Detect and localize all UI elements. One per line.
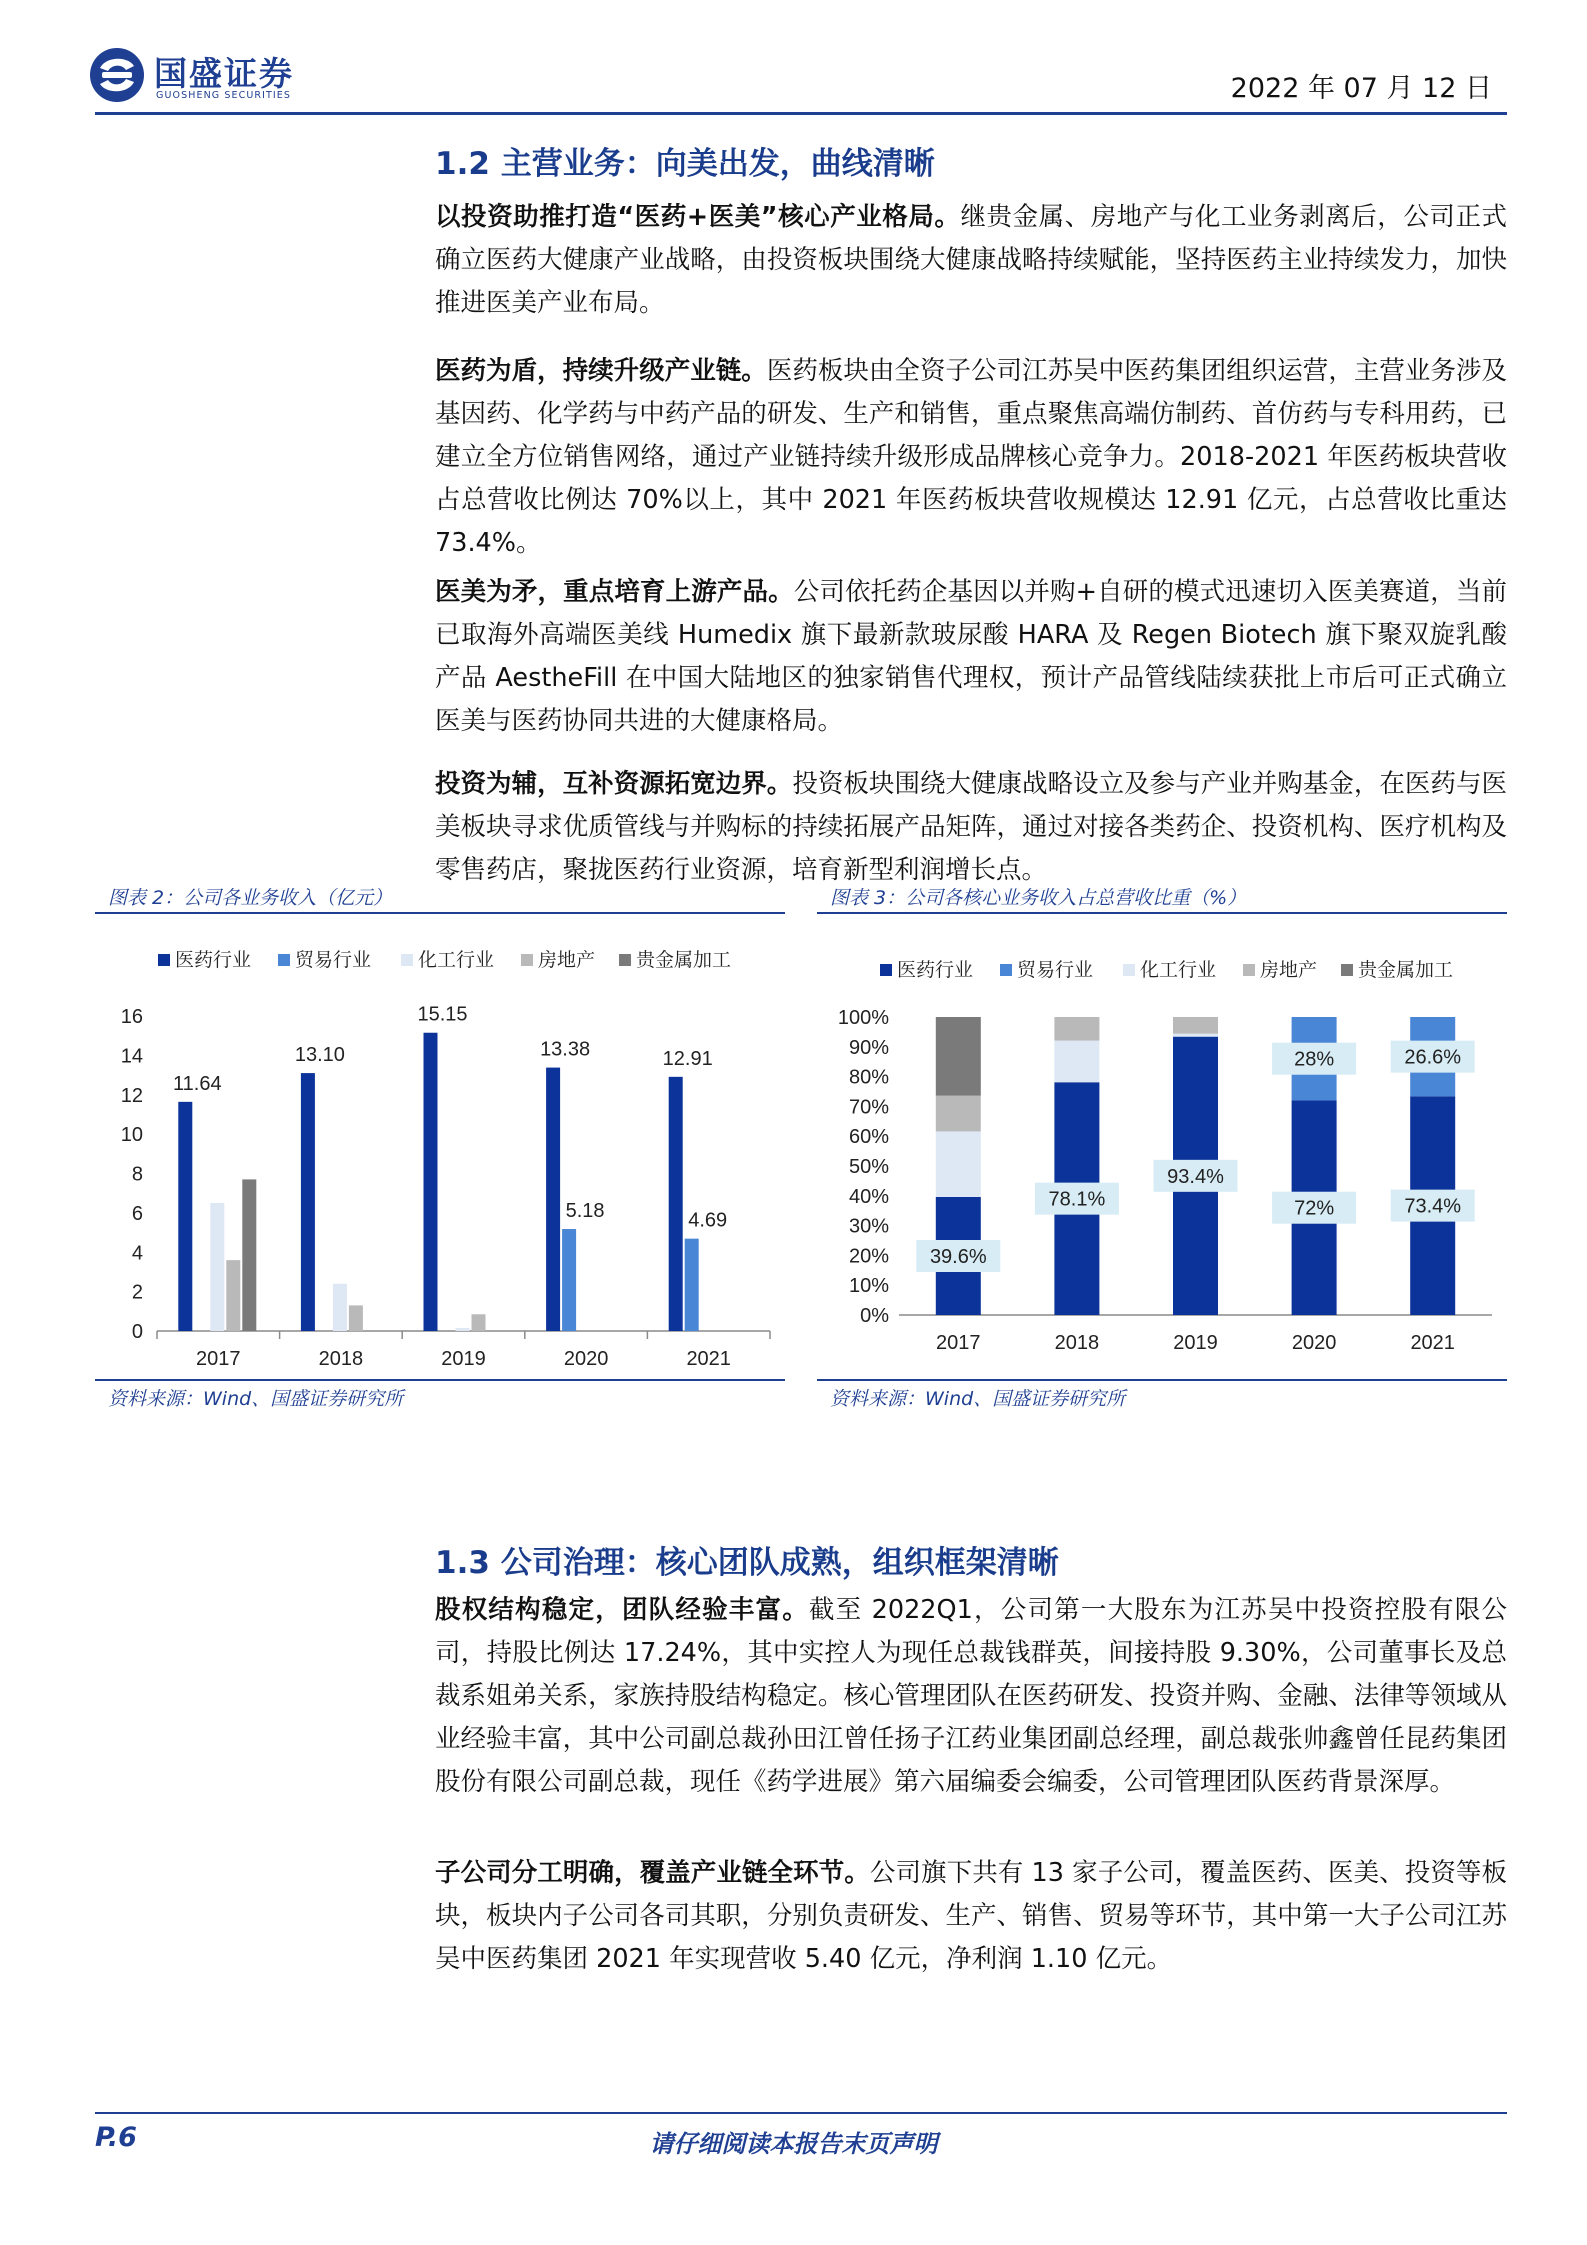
paragraph-lead: 医美为矛，重点培育上游产品。 — [435, 577, 794, 607]
x-tick-label: 2020 — [1291, 1332, 1337, 1354]
y-tick-label: 80% — [848, 1066, 889, 1089]
data-label: 93.4% — [1167, 1165, 1224, 1188]
paragraph-body: 继贵金属、房地产与化工业务剥离后，公司正式确立医药大健康产业战略，由投资板块围绕大健康战略持续赋能，坚持医药主业持续发力，加快推进医美产业布局。 — [435, 202, 1507, 318]
figure-3-bottom-rule — [817, 1379, 1507, 1381]
legend-swatch-5 — [1341, 964, 1353, 976]
section-title-1-2: 1.2 主营业务：向美出发，曲线清晰 — [435, 146, 935, 182]
y-tick-label: 70% — [848, 1096, 889, 1119]
x-tick-label: 2019 — [1173, 1332, 1218, 1354]
page-number: P.6 — [95, 2122, 137, 2153]
y-tick-label: 2 — [131, 1281, 143, 1304]
paragraph-4 — [435, 763, 1507, 892]
paragraph-lead: 子公司分工明确，覆盖产业链全环节。 — [435, 1858, 870, 1888]
legend-swatch-1 — [158, 954, 170, 966]
legend-swatch-2 — [1000, 964, 1012, 976]
legend-swatch-3 — [1123, 964, 1135, 976]
y-tick-label: 20% — [848, 1245, 889, 1268]
bar-2019-3 — [456, 1328, 470, 1331]
data-label: 5.18 — [565, 1200, 605, 1223]
bar-2018-3 — [333, 1284, 347, 1331]
data-label: 15.15 — [417, 1003, 468, 1026]
bar-2020-2 — [562, 1229, 576, 1331]
figure-2-chart — [95, 918, 785, 1370]
data-label: 78.1% — [1048, 1188, 1106, 1211]
y-tick-label: 100% — [837, 1007, 889, 1029]
bar-2017-5 — [242, 1179, 256, 1331]
figure-2-title: 图表 2：公司各业务收入（亿元） — [108, 887, 393, 909]
data-label: 73.4% — [1404, 1195, 1462, 1218]
paragraph-2 — [435, 350, 1507, 565]
figure-3-top-rule — [817, 912, 1507, 914]
y-tick-label: 0 — [131, 1321, 143, 1343]
y-tick-label: 90% — [848, 1036, 889, 1059]
data-label: 26.6% — [1404, 1046, 1462, 1069]
data-label: 39.6% — [929, 1245, 987, 1268]
legend-label-1: 医药行业 — [175, 949, 252, 971]
y-tick-label: 8 — [131, 1163, 143, 1186]
x-tick-label: 2018 — [1054, 1332, 1100, 1354]
bar-2018-4 — [349, 1305, 363, 1331]
bar-2017-1 — [178, 1102, 192, 1331]
legend-label-3: 化工行业 — [1140, 959, 1217, 981]
legend-label-2: 贸易行业 — [1017, 959, 1094, 981]
stack-2017-4 — [936, 1096, 981, 1132]
x-tick-label: 2020 — [563, 1348, 609, 1370]
legend-label-2: 贸易行业 — [295, 949, 372, 971]
footer-disclaimer: 请仔细阅读本报告末页声明 — [649, 2130, 938, 2158]
legend-label-5: 贵金属加工 — [1358, 959, 1454, 981]
x-tick-label: 2021 — [1410, 1332, 1455, 1354]
paragraph-body: 医药板块由全资子公司江苏吴中医药集团组织运营，主营业务涉及基因药、化学药与中药产品的研发、生产和销售，重点聚焦高端仿制药、首仿药与专科用药，已建立全方位销售网络，通过产业链持续升级形成品牌核心竞争力。2018-2021 年医药板块营收占总营收比例达 70%以上，其中 2021 年医药板块营收规模达 12.91 亿元，占总营收比重达 73.4%。 — [435, 356, 1507, 558]
legend-label-3: 化工行业 — [418, 949, 495, 971]
y-tick-label: 60% — [848, 1126, 889, 1149]
y-tick-label: 16 — [120, 1006, 143, 1028]
y-tick-label: 40% — [848, 1185, 889, 1208]
legend-swatch-5 — [619, 954, 631, 966]
paragraph-1 — [435, 196, 1507, 325]
figure-2-bottom-rule — [95, 1379, 785, 1381]
y-tick-label: 4 — [131, 1242, 143, 1265]
figure-3-source: 资料来源：Wind、国盛证券研究所 — [830, 1388, 1126, 1410]
data-label: 28% — [1294, 1048, 1335, 1071]
figure-2-source: 资料来源：Wind、国盛证券研究所 — [108, 1388, 404, 1410]
bar-2019-4 — [472, 1314, 486, 1331]
paragraph-body: 截至 2022Q1，公司第一大股东为江苏吴中投资控股有限公司，持股比例达 17.24%，其中实控人为现任总裁钱群英，间接持股 9.30%，公司董事长及总裁系姐弟关系，家族持股结构稳定。核心管理团队在医药研发、投资并购、金融、法律等领域从业经验丰富，其中公司副总裁孙田江曾任扬子江药业集团副总经理，副总裁张帅鑫曾任昆药集团股份有限公司副总裁，现任《药学进展》第六届编委会编委，公司管理团队医药背景深厚。 — [435, 1595, 1507, 1797]
paragraph-6 — [435, 1852, 1507, 1981]
y-tick-label: 10 — [120, 1124, 143, 1147]
y-tick-label: 14 — [120, 1045, 143, 1068]
report-date: 2022 年 07 月 12 日 — [1230, 73, 1492, 104]
bar-2017-4 — [226, 1260, 240, 1331]
stack-2017-3 — [936, 1131, 981, 1197]
paragraph-lead: 投资为辅，互补资源拓宽边界。 — [435, 769, 793, 799]
paragraph-body: 投资板块围绕大健康战略设立及参与产业并购基金，在医药与医美板块寻求优质管线与并购标的持续拓展产品矩阵，通过对接各类药企、投资机构、医疗机构及零售药店，聚拢医药行业资源，培育新型利润增长点。 — [435, 769, 1507, 885]
legend-swatch-3 — [401, 954, 413, 966]
paragraph-body: 公司依托药企基因以并购+自研的模式迅速切入医美赛道，当前已取海外高端医美线 Humedix 旗下最新款玻尿酸 HARA 及 Regen Biotech 旗下聚双旋乳酸产品 AestheFill 在中国大陆地区的独家销售代理权，预计产品管线陆续获批上市后可正式确立医美与医药协同共进的大健康格局。 — [435, 577, 1507, 736]
paragraph-5 — [435, 1589, 1507, 1804]
stack-2019-3 — [1173, 1034, 1218, 1037]
stack-2018-4 — [1054, 1017, 1099, 1041]
x-tick-label: 2018 — [318, 1348, 364, 1370]
bar-2020-1 — [546, 1068, 560, 1331]
stack-2019-4 — [1173, 1017, 1218, 1034]
bar-2018-1 — [301, 1073, 315, 1331]
figure-3-title: 图表 3：公司各核心业务收入占总营收比重（%） — [830, 887, 1247, 909]
legend-label-5: 贵金属加工 — [636, 949, 732, 971]
brand-name-en: GUOSHENG SECURITIES — [156, 90, 292, 101]
y-tick-label: 30% — [848, 1215, 889, 1238]
legend-swatch-1 — [880, 964, 892, 976]
y-tick-label: 6 — [131, 1202, 143, 1225]
legend-label-4: 房地产 — [538, 949, 596, 971]
data-label: 13.38 — [540, 1038, 591, 1061]
paragraph-lead: 以投资助推打造“医药+医美”核心产业格局。 — [435, 202, 961, 232]
legend-swatch-4 — [521, 954, 533, 966]
y-tick-label: 0% — [860, 1305, 889, 1327]
bar-2019-1 — [424, 1033, 438, 1331]
legend-label-1: 医药行业 — [897, 959, 974, 981]
data-label: 11.64 — [173, 1072, 222, 1095]
guosheng-logo-icon — [88, 46, 146, 104]
y-tick-label: 12 — [120, 1084, 143, 1107]
x-tick-label: 2019 — [441, 1348, 486, 1370]
x-tick-label: 2017 — [936, 1332, 981, 1354]
legend-swatch-2 — [278, 954, 290, 966]
paragraph-lead: 医药为盾，持续升级产业链。 — [435, 356, 767, 386]
header-divider — [95, 112, 1507, 115]
bar-2021-2 — [685, 1239, 699, 1331]
figure-2-top-rule — [95, 912, 785, 914]
footer-divider — [95, 2112, 1507, 2114]
legend-label-4: 房地产 — [1260, 959, 1318, 981]
section-title-1-3: 1.3 公司治理：核心团队成熟，组织框架清晰 — [435, 1545, 1059, 1581]
data-label: 13.10 — [294, 1044, 345, 1067]
figure-3-chart — [817, 918, 1507, 1370]
paragraph-lead: 股权结构稳定，团队经验丰富。 — [435, 1595, 809, 1625]
legend-swatch-4 — [1243, 964, 1255, 976]
paragraph-3 — [435, 571, 1507, 743]
data-label: 12.91 — [662, 1047, 713, 1070]
company-logo — [88, 46, 328, 106]
paragraph-body: 公司旗下共有 13 家子公司，覆盖医药、医美、投资等板块，板块内子公司各司其职，分别负责研发、生产、销售、贸易等环节，其中第一大子公司江苏吴中医药集团 2021 年实现营收 5.40 亿元，净利润 1.10 亿元。 — [435, 1858, 1507, 1974]
stack-2017-5 — [936, 1017, 981, 1096]
y-tick-label: 10% — [848, 1275, 889, 1298]
x-tick-label: 2021 — [686, 1348, 731, 1370]
bar-2017-3 — [210, 1203, 224, 1331]
brand-name-cn: 国盛证券 — [154, 54, 294, 93]
y-tick-label: 50% — [848, 1156, 889, 1178]
data-label: 72% — [1294, 1197, 1335, 1220]
stack-2018-3 — [1054, 1041, 1099, 1083]
data-label: 4.69 — [688, 1209, 728, 1232]
bar-2021-1 — [669, 1077, 683, 1331]
x-tick-label: 2017 — [196, 1348, 241, 1370]
